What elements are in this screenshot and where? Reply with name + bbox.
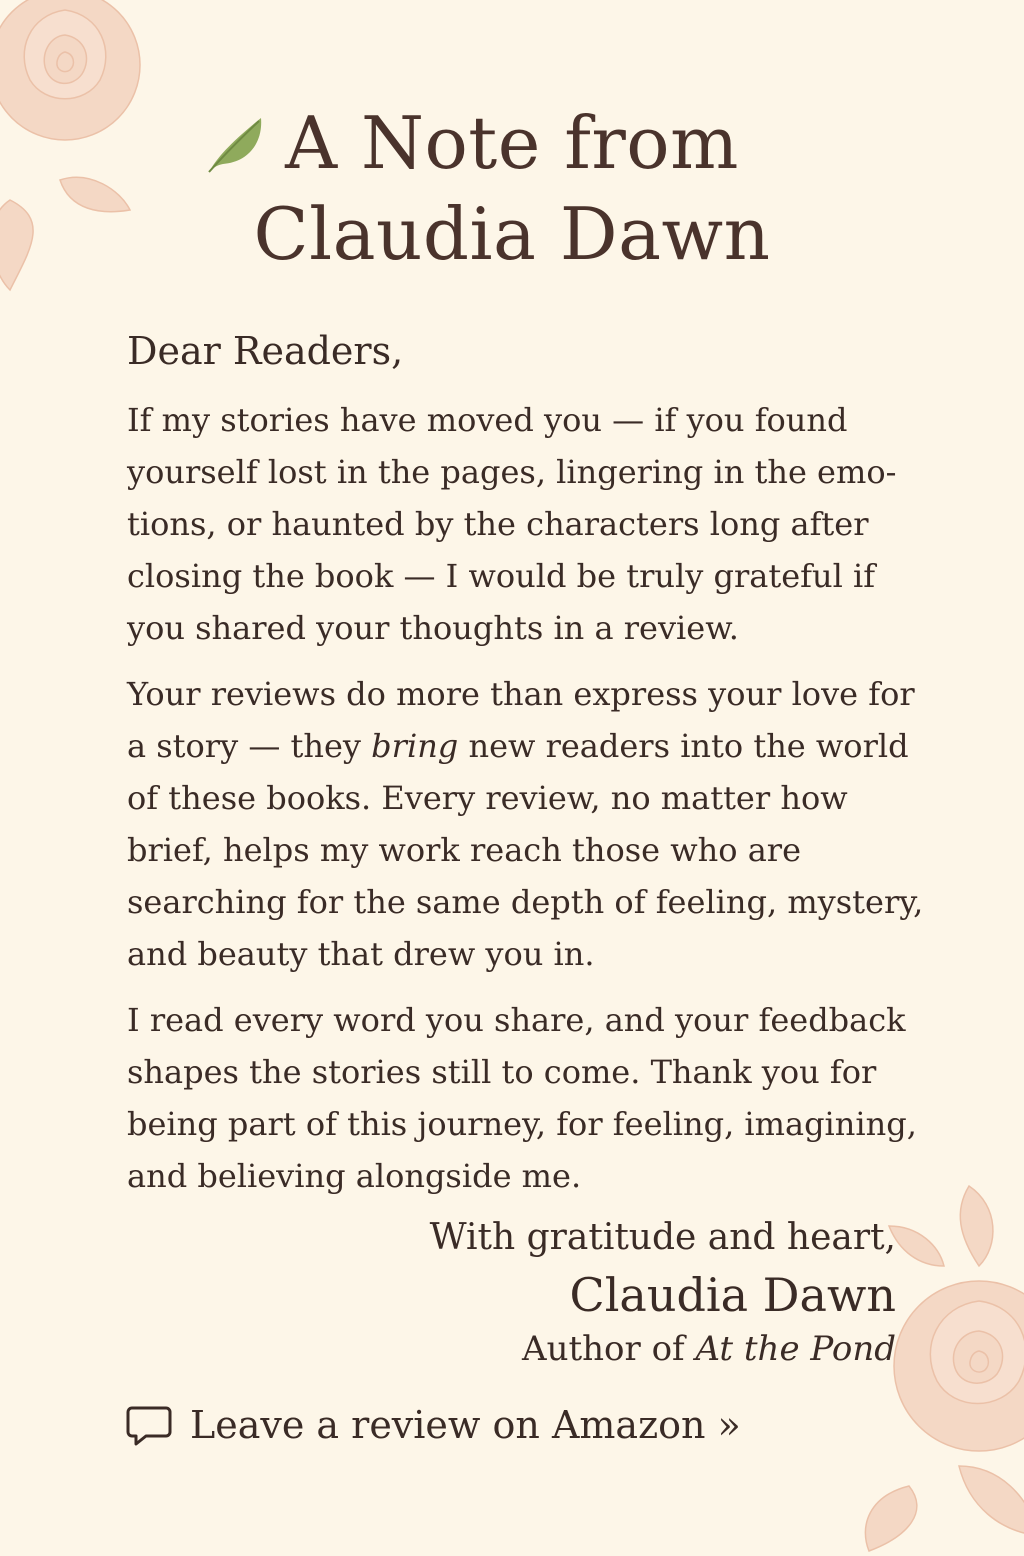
speech-bubble-icon <box>126 1402 172 1448</box>
title-line-2: Claudia Dawn <box>253 192 771 276</box>
salutation: Dear Readers, <box>127 329 404 373</box>
page-title <box>0 98 1024 280</box>
paragraph-2-emphasis: bring <box>371 727 459 765</box>
paragraph-2-part-1: Your reviews do more than express your love for a story — they <box>127 675 915 765</box>
paragraph-1: If my stories have moved you — if you found yourself lost in the pages, lingering in the emo-tions, or haunted by the characters long after closing the book — I would be truly grateful if you shared your thoughts in a review. <box>127 401 897 647</box>
signoff <box>430 1212 896 1372</box>
leave-review-link[interactable] <box>126 1402 741 1448</box>
paragraph-2-part-2: new readers into the world of these books. Every review, no matter how brief, helps my work reach those who are searching for the same depth of feeling, mystery, and beauty that drew you in. <box>127 727 924 973</box>
letter-body <box>127 324 927 1216</box>
paragraph-2 <box>127 668 927 980</box>
title-line-1: A Note from <box>285 101 739 185</box>
author-credit <box>430 1326 896 1372</box>
paragraph-3: I read every word you share, and your feedback shapes the stories still to come. Thank you for being part of this journey, for feeling, imagining, and believing alongside me. <box>127 1001 917 1195</box>
author-credit-prefix: Author of <box>522 1329 696 1369</box>
closing-line: With gratitude and heart, <box>429 1217 896 1258</box>
author-signature: Claudia Dawn <box>569 1268 896 1322</box>
leave-review-label: Leave a review on Amazon » <box>190 1403 741 1447</box>
book-title: At the Pond <box>695 1329 896 1369</box>
